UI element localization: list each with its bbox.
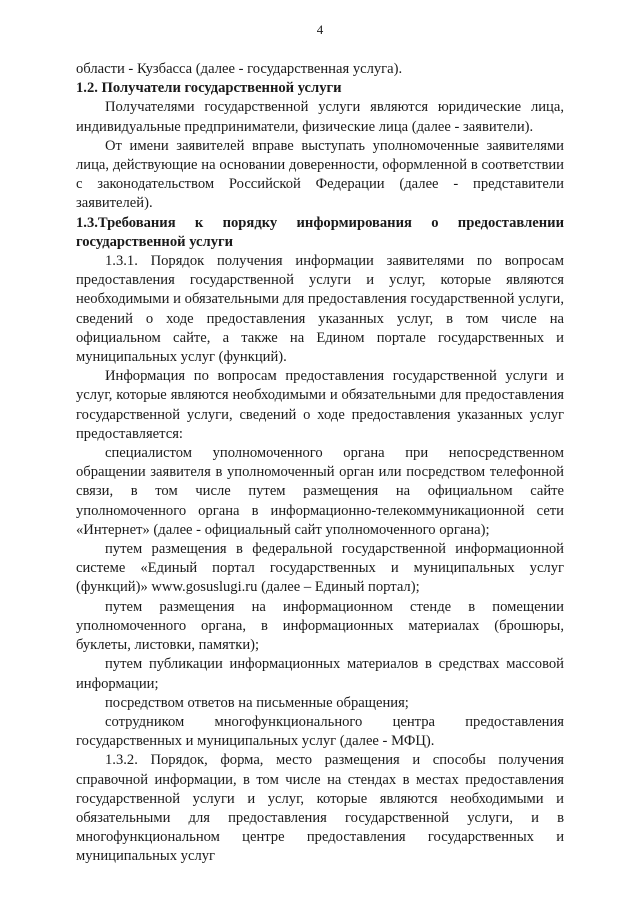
list-item-specialist: специалистом уполномоченного органа при непосредственном обращении заявителя в уполномоченный орган или посредством телефонной связи, в том числе путем размещения на официальном сайте уполномоченного органа в информационно-телекоммуникационной сети «Интернет» (далее - официальный сайт уполномоченного органа); [76, 445, 564, 538]
page-number: 4 [316, 22, 324, 37]
paragraph-representatives: От имени заявителей вправе выступать уполномоченные заявителями лица, действующие на основании доверенности, оформленной в соответствии с законодательством Российской Федерации (далее - представители заявителей). [76, 137, 564, 212]
list-item-federal-portal: путем размещения в федеральной государственной информационной системе «Единый портал государственных и муниципальных услуг (функций)» www.gosuslugi.ru (далее – Единый портал); [76, 541, 564, 596]
paragraph-recipients: Получателями государственной услуги являются юридические лица, индивидуальные предприниматели, физические лица (далее - заявители). [76, 99, 564, 135]
paragraph-1-3-1: 1.3.1. Порядок получения информации заявителями по вопросам предоставления государственной услуги и услуг, которые являются необходимыми и обязательными для предоставления государственной услуги, сведений о ходе предоставления указанных услуг, в том числе на официальном сайте, а также на Едином портале государственных и муниципальных услуг (функций). [76, 253, 564, 366]
list-item-mass-media: путем публикации информационных материалов в средствах массовой информации; [76, 656, 564, 692]
list-item-written-requests: посредством ответов на письменные обращения; [105, 694, 409, 711]
document-body [76, 60, 564, 867]
section-heading-1-3: 1.3.Требования к порядку информирования о предоставлении государственной услуги [76, 214, 564, 250]
paragraph-intro: области - Кузбасса (далее - государственная услуга). [76, 61, 403, 77]
list-item-mfc-employee: сотрудником многофункционального центра предоставления государственных и муниципальных услуг (далее - МФЦ). [76, 713, 564, 750]
list-item-info-stand: путем размещения на информационном стенде в помещении уполномоченного органа, в информационных материалах (брошюры, буклеты, листовки, памятки); [76, 598, 564, 654]
section-heading-1-2: 1.2. Получатели государственной услуги [76, 80, 342, 97]
paragraph-1-3-2: 1.3.2. Порядок, форма, место размещения и способы получения справочной информации, в том числе на стендах в местах предоставления государственной услуги и услуг, которые являются необходимыми и обязательными для предоставления государственной услуги, и в многофункциональном центре предоставления государственных и муниципальных услуг [76, 752, 564, 865]
paragraph-info-provided: Информация по вопросам предоставления государственной услуги и услуг, которые являются необходимыми и обязательными для предоставления государственной услуги, сведений о ходе предоставления указанных услуг предоставляется: [76, 368, 564, 442]
